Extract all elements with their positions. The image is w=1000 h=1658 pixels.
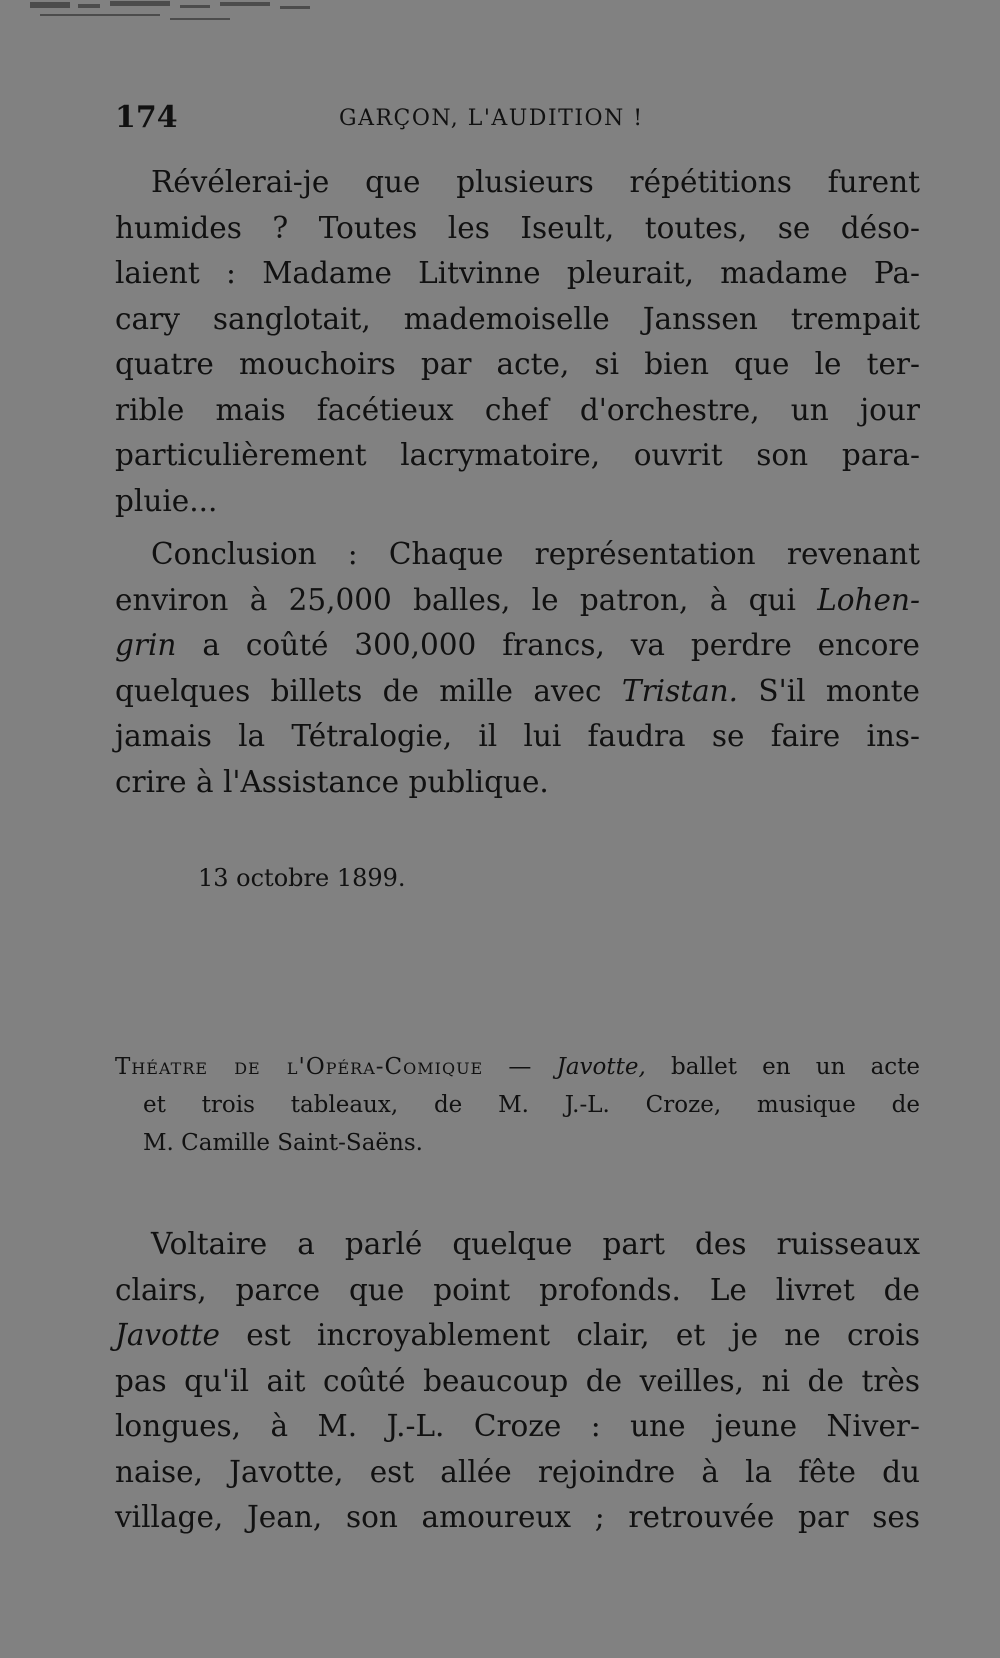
text-run: ballet en un acte: [670, 1054, 921, 1080]
review-heading-line: et trois tableaux, de M. J.-L. Croze, musique de: [143, 1092, 920, 1118]
text-line: cary sanglotait, mademoiselle Janssen trempait: [115, 301, 920, 336]
text-run: environ à 25,000 balles, le patron, à qui: [115, 582, 796, 617]
paragraph-3: [115, 1222, 920, 1541]
text-line: humides ? Toutes les Iseult, toutes, se déso-: [115, 210, 920, 245]
text-line: [115, 578, 920, 624]
text-line: [115, 623, 920, 669]
text-run: S'il monte: [758, 673, 920, 708]
text-line: rible mais facétieux chef d'orchestre, un jour: [115, 392, 920, 427]
text-line: longues, à M. J.-L. Croze : une jeune Niver-: [115, 1409, 920, 1443]
work-title: Javotte,: [556, 1054, 646, 1080]
text-line: Voltaire a parlé quelque part des ruisseaux: [151, 1227, 920, 1261]
text-line: jamais la Tétralogie, il lui faudra se faire ins-: [115, 719, 920, 753]
running-head: [115, 100, 915, 140]
text-line: naise, Javotte, est allée rejoindre à la fête du: [115, 1454, 920, 1489]
text-line: [115, 1313, 920, 1359]
text-line: [115, 669, 920, 715]
review-heading-line: [115, 1048, 920, 1086]
paragraph-2: [115, 532, 920, 805]
text-run: quelques billets de mille avec: [115, 673, 602, 708]
opera-title: Lohen-: [817, 582, 920, 617]
text-line: Révélerai-je que plusieurs répétitions furent: [151, 165, 920, 199]
opera-title: grin: [115, 628, 177, 662]
page-number: 174: [115, 100, 178, 135]
work-title: Javotte: [115, 1318, 221, 1352]
review-heading-line: M. Camille Saint-Saëns.: [143, 1130, 423, 1156]
text-line: laient : Madame Litvinne pleurait, madame Pa-: [115, 256, 920, 290]
text-line: quatre mouchoirs par acte, si bien que le ter-: [115, 347, 920, 381]
running-title: GARÇON, L'AUDITION !: [339, 106, 644, 131]
scan-artifact: [30, 0, 330, 40]
text-run: est incroyablement clair, et je ne crois: [246, 1318, 920, 1352]
review-heading: [115, 1048, 920, 1162]
text-line: particulièrement lacrymatoire, ouvrit son para-: [115, 438, 920, 472]
text-line: pas qu'il ait coûté beaucoup de veilles, ni de très: [115, 1363, 920, 1398]
opera-title: Tristan.: [621, 673, 739, 708]
text-line: pluie...: [115, 483, 218, 518]
dash: —: [508, 1054, 532, 1080]
text-line: village, Jean, son amoureux ; retrouvée par ses: [115, 1500, 920, 1534]
text-line: clairs, parce que point profonds. Le livret de: [115, 1272, 920, 1307]
text-run: a coûté 300,000 francs, va perdre encore: [202, 628, 920, 662]
venue-name: Théatre de l'Opéra-Comique: [115, 1054, 484, 1080]
date-line: 13 octobre 1899.: [198, 864, 406, 892]
paragraph-1: [115, 160, 920, 524]
text-line: Conclusion : Chaque représentation revenant: [151, 537, 920, 571]
text-line: crire à l'Assistance publique.: [115, 764, 549, 799]
